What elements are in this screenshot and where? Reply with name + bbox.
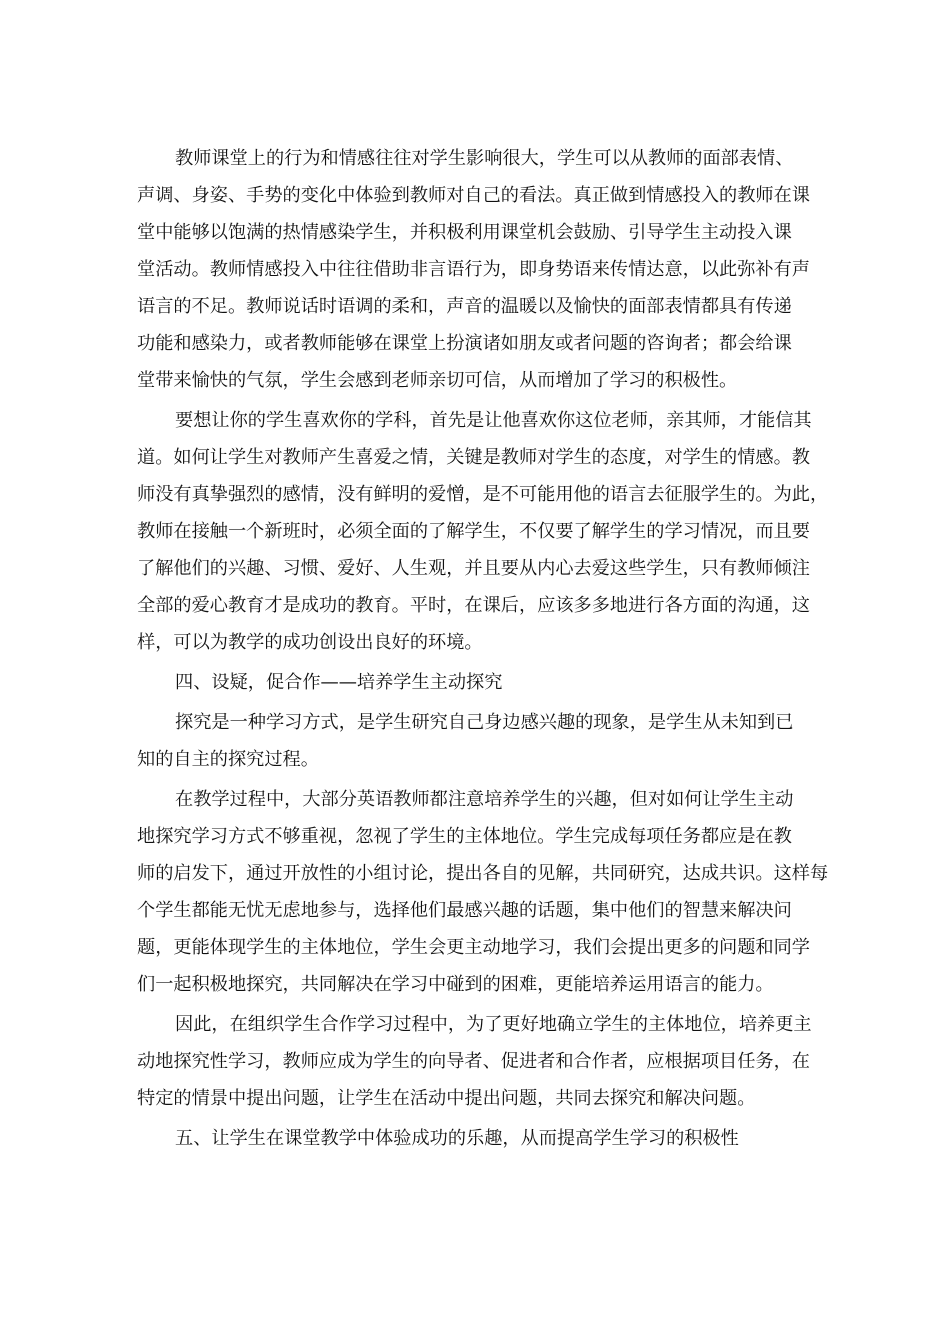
text-line: 探究是一种学习方式，是学生研究自己身边感兴趣的现象，是学生从未知到已 bbox=[175, 712, 794, 733]
document-body bbox=[137, 140, 827, 1160]
text-line: 特定的情景中提出问题，让学生在活动中提出问题，共同去探究和解决问题。 bbox=[137, 1088, 756, 1109]
text-line: 地探究学习方式不够重视，忽视了学生的主体地位。学生完成每项任务都应是在教 bbox=[137, 826, 792, 847]
text-line: 师的启发下，通过开放性的小组讨论，提出各自的见解，共同研究，达成共识。这样每 bbox=[137, 863, 829, 884]
text-line: 堂活动。教师情感投入中往往借助非言语行为，即身势语来传情达意，以此弥补有声 bbox=[137, 259, 810, 280]
paragraph-love-the-teacher bbox=[137, 402, 827, 661]
text-line: 语言的不足。教师说话时语调的柔和，声音的温暖以及愉快的面部表情都具有传递 bbox=[137, 296, 792, 317]
text-line: 们一起积极地探究，共同解决在学习中碰到的困难，更能培养运用语言的能力。 bbox=[137, 974, 774, 995]
text-line: 个学生都能无忧无虑地参与，选择他们最感兴趣的话题，集中他们的智慧来解决问 bbox=[137, 900, 792, 921]
paragraph-teacher-emotion bbox=[137, 140, 827, 399]
heading-text: 四、设疑，促合作——培养学生主动探究 bbox=[175, 672, 503, 693]
text-line: 声调、身姿、手势的变化中体验到教师对自己的看法。真正做到情感投入的教师在课 bbox=[137, 185, 810, 206]
text-line: 知的自主的探究过程。 bbox=[137, 749, 319, 770]
paragraph-inquiry-definition bbox=[137, 704, 827, 778]
text-line: 师没有真挚强烈的感情，没有鲜明的爱憎，是不可能用他的语言去征服学生的。为此， bbox=[137, 484, 829, 505]
heading-text: 五、让学生在课堂教学中体验成功的乐趣，从而提高学生学习的积极性 bbox=[175, 1128, 739, 1149]
section-heading-five bbox=[137, 1120, 827, 1157]
text-line: 样，可以为教学的成功创设出良好的环境。 bbox=[137, 632, 483, 653]
text-line: 堂中能够以饱满的热情感染学生，并积极利用课堂机会鼓励、引导学生主动投入课 bbox=[137, 222, 792, 243]
paragraph-cooperative-learning bbox=[137, 1006, 827, 1117]
text-line: 教师课堂上的行为和情感往往对学生影响很大，学生可以从教师的面部表情、 bbox=[175, 148, 794, 169]
text-line: 了解他们的兴趣、习惯、爱好、人生观，并且要从内心去爱这些学生，只有教师倾注 bbox=[137, 558, 810, 579]
paragraph-teaching-process bbox=[137, 781, 827, 1003]
text-line: 全部的爱心教育才是成功的教育。平时，在课后，应该多多地进行各方面的沟通，这 bbox=[137, 595, 810, 616]
text-line: 在教学过程中，大部分英语教师都注意培养学生的兴趣，但对如何让学生主动 bbox=[175, 789, 794, 810]
text-line: 题，更能体现学生的主体地位，学生会更主动地学习，我们会提出更多的问题和同学 bbox=[137, 937, 810, 958]
text-line: 功能和感染力，或者教师能够在课堂上扮演诸如朋友或者问题的咨询者；都会给课 bbox=[137, 333, 792, 354]
text-line: 堂带来愉快的气氛，学生会感到老师亲切可信，从而增加了学习的积极性。 bbox=[137, 370, 738, 391]
text-line: 教师在接触一个新班时，必须全面的了解学生，不仅要了解学生的学习情况，而且要 bbox=[137, 521, 810, 542]
text-line: 因此，在组织学生合作学习过程中，为了更好地确立学生的主体地位，培养更主 bbox=[175, 1014, 812, 1035]
text-line: 道。如何让学生对教师产生喜爱之情，关键是教师对学生的态度，对学生的情感。教 bbox=[137, 447, 810, 468]
section-heading-four bbox=[137, 664, 827, 701]
text-line: 动地探究性学习，教师应成为学生的向导者、促进者和合作者，应根据项目任务，在 bbox=[137, 1051, 810, 1072]
text-line: 要想让你的学生喜欢你的学科，首先是让他喜欢你这位老师，亲其师，才能信其 bbox=[175, 410, 812, 431]
